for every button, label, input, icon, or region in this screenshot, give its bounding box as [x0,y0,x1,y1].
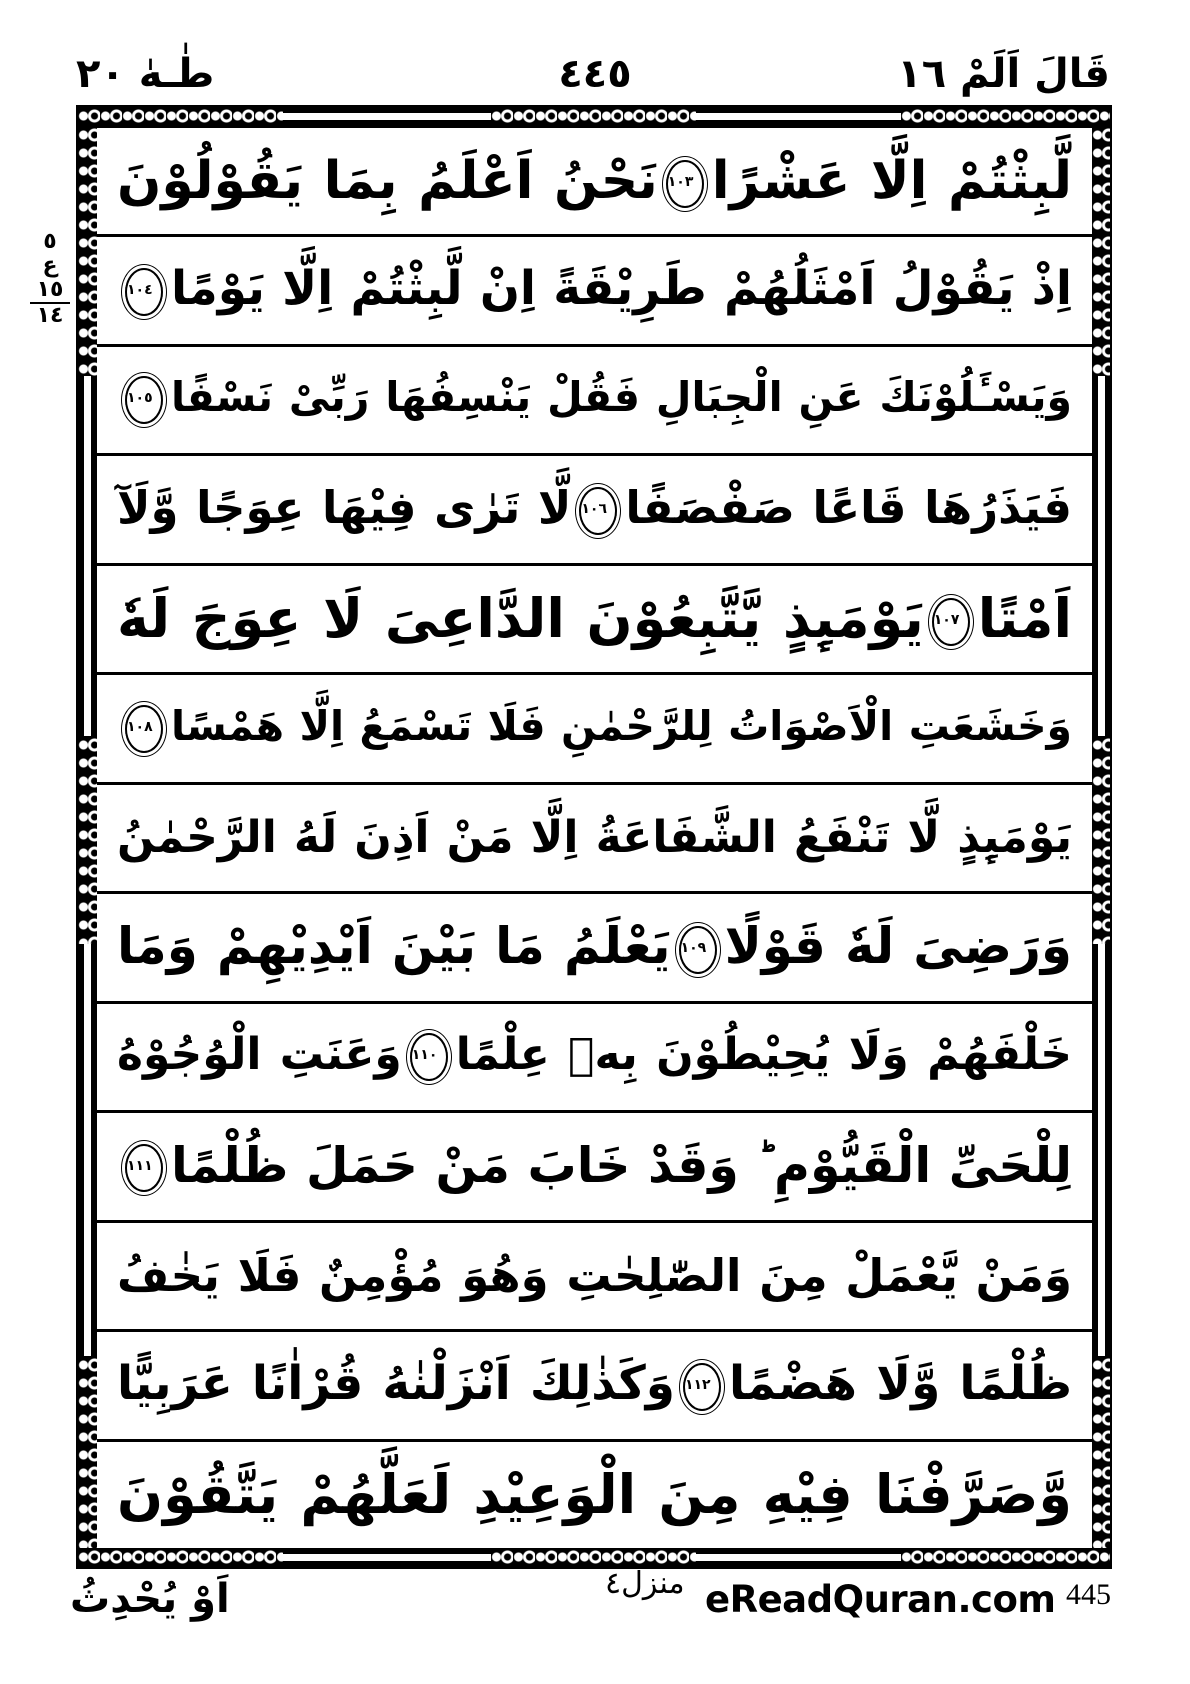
catchword: اَوْ يُحْدِثُ [70,1576,230,1622]
ayah-marker-icon: ١٠٩ [679,926,717,974]
line-5 [97,566,1092,675]
ruku-marker [30,230,70,328]
line-13 [97,1442,1092,1548]
ayah-marker-icon: ١١٢ [683,1363,721,1411]
line-text: اَمْتًا [977,586,1072,650]
line-text: وَرَضِىَ لَهٗ قَوْلًا [724,917,1072,976]
line-text-2: لَّا تَرٰى فِيْهَا عِوَجًا وَّلَآ [117,480,572,534]
line-text: وَخَشَعَتِ الْاَصْوَاتُ لِلرَّحْمٰنِ فَلَا تَسْمَعُ اِلَّا هَمْسًا [171,701,1072,750]
line-text: لِلْحَىِّ الْقَيُّوْمِ ؕ وَقَدْ خَابَ مَنْ حَمَلَ ظُلْمًا [171,1136,1072,1194]
line-text-2: يَوْمَىِٕذٍ يَّتَّبِعُوْنَ الدَّاعِىَ لَا عِوَجَ لَهٗ [117,586,924,650]
frame-bar-right-1 [1097,376,1106,736]
ayah-marker-icon: ١١١ [125,1144,163,1192]
ayah-marker-icon: ١٠٥ [125,376,163,424]
frame-bar-left-2 [83,944,92,1356]
juz-title: قَالَ اَلَمْ ١٦ [897,51,1110,97]
ayah-marker-icon: ١١٠ [410,1033,448,1081]
line-text: خَلْفَهُمْ وَلَا يُحِيْطُوْنَ بِهٖ عِلْمًا [455,1028,1072,1080]
frame-bar-right-2 [1097,944,1106,1356]
line-1 [97,128,1092,237]
frame-bar-top-1 [283,112,491,121]
line-text: وَّصَرَّفْنَا فِيْهِ مِنَ الْوَعِيْدِ لَعَلَّهُمْ يَتَّقُوْنَ [117,1462,1072,1526]
ruku-marker-bottom: ١٤ [36,303,64,328]
ruku-marker-ain: ع [42,253,58,278]
frame-bar-left-1 [83,376,92,736]
website-watermark: eReadQuran.com [705,1578,1056,1621]
line-3 [97,347,1092,456]
quran-lines [97,128,1092,1548]
ornament-top-left [78,107,283,126]
page-number-arabic: ٤٤٥ [558,51,632,97]
frame-bar-top-2 [696,112,901,121]
ayah-marker-icon: ١٠٦ [579,487,617,535]
ornament-right-mid [1092,736,1110,944]
line-8 [97,894,1092,1003]
line-text-2: وَعَنَتِ الْوُجُوْهُ [117,1028,402,1080]
line-text-2: وَكَذٰلِكَ اَنْزَلْنٰهُ قُرْاٰنًا عَرَبِيًّا [117,1356,675,1412]
line-text: وَمَنْ يَّعْمَلْ مِنَ الصّٰلِحٰتِ وَهُوَ مُؤْمِنٌ فَلَا يَخٰفُ [117,1249,1072,1303]
line-2 [97,237,1092,346]
line-6 [97,675,1092,784]
page-frame [76,105,1112,1569]
ornament-top-center [491,107,696,126]
line-text-2: نَحْنُ اَعْلَمُ بِمَا يَقُوْلُوْنَ [117,150,658,211]
line-text: اِذْ يَقُوْلُ اَمْثَلُهُمْ طَرِيْقَةً اِنْ لَّبِثْتُمْ اِلَّا يَوْمًا [171,261,1072,317]
line-10 [97,1113,1092,1222]
ornament-bottom-right [901,1548,1110,1567]
line-text: وَيَسْـَٔلُوْنَكَ عَنِ الْجِبَالِ فَقُلْ يَنْسِفُهَا رَبِّىْ نَسْفًا [171,373,1072,422]
text-area [97,128,1092,1548]
line-text-2: يَعْلَمُ مَا بَيْنَ اَيْدِيْهِمْ وَمَا [117,917,671,976]
ayah-marker-icon: ١٠٣ [666,160,704,208]
frame-bar-bottom-1 [283,1553,491,1562]
ruku-marker-top: ٥ [43,229,57,254]
ornament-right-top [1092,126,1110,376]
ornament-bottom-center [491,1548,696,1567]
ornament-left-top [78,126,97,376]
line-text: لَّبِثْتُمْ اِلَّا عَشْرًا [711,150,1072,211]
line-12 [97,1332,1092,1441]
page-number: 445 [1066,1578,1111,1611]
ayah-marker-icon: ١٠٤ [125,268,163,316]
ornament-left-mid [78,736,97,944]
ayah-marker-icon: ١٠٧ [932,598,970,646]
ornament-left-bottom [78,1356,97,1548]
surah-title: طٰـهٰ ٢٠ [76,51,215,97]
ruku-marker-mid: ١٥ [30,278,70,304]
line-text: ظُلْمًا وَّلَا هَضْمًا [728,1356,1072,1412]
line-text: فَيَذَرُهَا قَاعًا صَفْصَفًا [625,480,1072,534]
line-4 [97,456,1092,565]
ornament-bottom-left [78,1548,283,1567]
manzil-label: منزل٤ [605,1566,685,1601]
ornament-top-right [901,107,1110,126]
ornament-right-bottom [1092,1356,1110,1548]
line-text: يَوْمَىِٕذٍ لَّا تَنْفَعُ الشَّفَاعَةُ اِلَّا مَنْ اَذِنَ لَهُ الرَّحْمٰنُ [117,812,1072,864]
line-9 [97,1004,1092,1113]
line-7 [97,785,1092,894]
ayah-marker-icon: ١٠٨ [125,705,163,753]
line-11 [97,1223,1092,1332]
frame-bar-bottom-2 [696,1553,901,1562]
